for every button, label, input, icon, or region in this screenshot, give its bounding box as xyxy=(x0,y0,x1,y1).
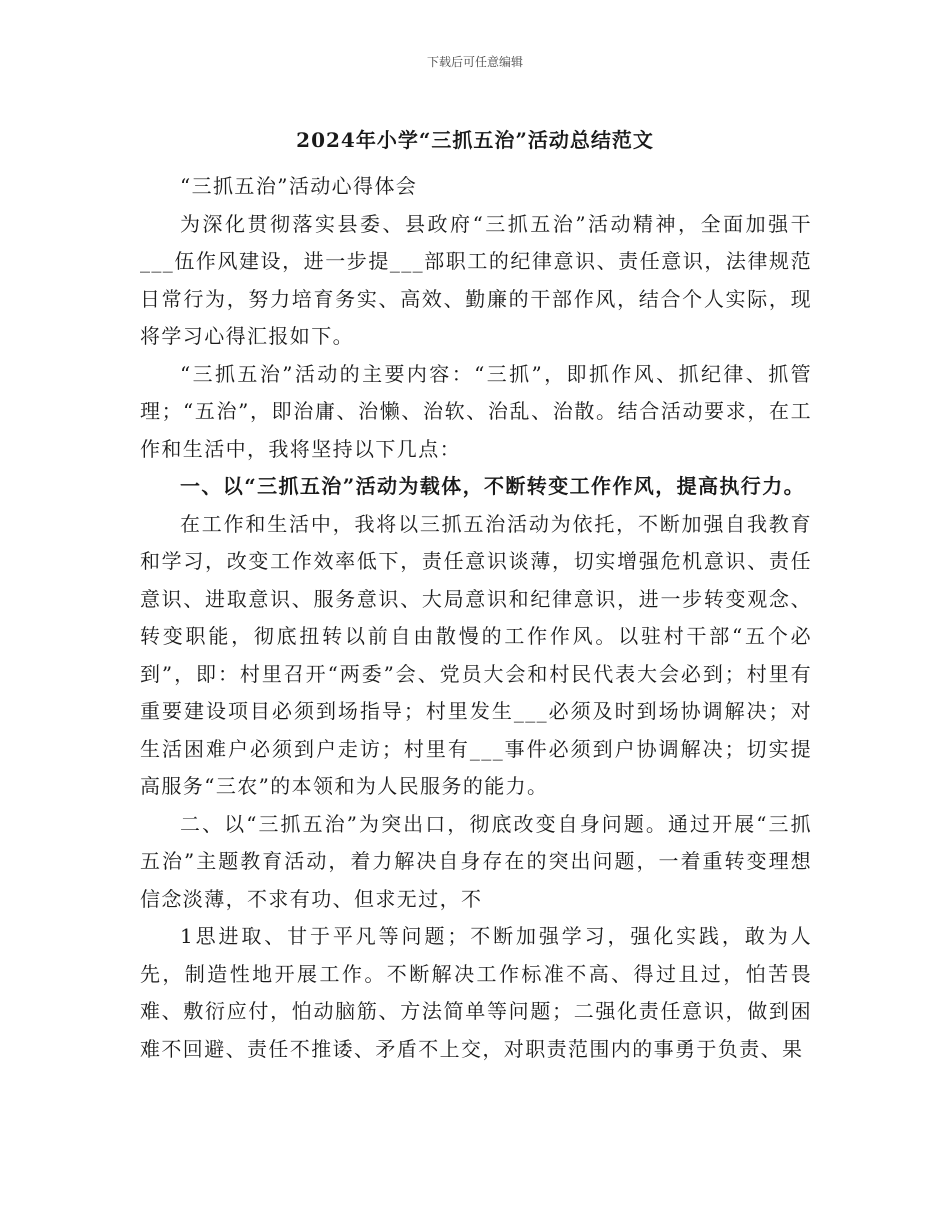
paragraph: 为深化贯彻落实县委、县政府“三抓五治”活动精神，全面加强干___伍作风建设，进一步提___部职工的纪律意识、责任意识，法律规范日常行为，努力培育务实、高效、勤廉的干部作风，结合个人实际，现将学习心得汇报如下。 xyxy=(140,211,812,348)
header-note: 下载后可任意编辑 xyxy=(426,55,523,69)
paragraph: 1思进取、甘于平凡等问题；不断加强学习，强化实践，敢为人先，制造性地开展工作。不断解决工作标准不高、得过且过，怕苦畏难、敷衍应付，怕动脑筋、方法简单等问题；二强化责任意识，做到困难不回避、责任不推诿、矛盾不上交，对职责范围内的事勇于负责、果 xyxy=(140,924,812,1061)
paragraph: 二、以“三抓五治”为突出口，彻底改变自身问题。通过开展“三抓五治”主题教育活动，着力解决自身存在的突出问题，一着重转变理想信念淡薄，不求有功、但求无过，不 xyxy=(140,811,812,911)
section-heading: 一、以“三抓五治”活动为载体，不断转变工作作风，提高执行力。 xyxy=(180,474,806,498)
paragraph: “三抓五治”活动的主要内容：“三抓”，即抓作风、抓纪律、抓管理；“五治”，即治庸、治懒、治软、治乱、治散。结合活动要求，在工作和生活中，我将坚持以下几点： xyxy=(140,361,812,461)
document-title: 2024年小学“三抓五治”活动总结范文 xyxy=(296,128,654,152)
paragraph-subtitle: “三抓五治”活动心得体会 xyxy=(180,174,418,198)
paragraph: 在工作和生活中，我将以三抓五治活动为依托，不断加强自我教育和学习，改变工作效率低下，责任意识谈薄，切实增强危机意识、责任意识、进取意识、服务意识、大局意识和纪律意识，进一步转变观念、转变职能，彻底扭转以前自由散慢的工作作风。以驻村干部“五个必到”，即：村里召开“两委”会、党员大会和村民代表大会必到；村里有重要建设项目必须到场指导；村里发生___必须及时到场协调解决；对生活困难户必须到户走访；村里有___事件必须到户协调解决；切实提高服务“三农”的本领和为人民服务的能力。 xyxy=(140,511,812,798)
document-body xyxy=(140,168,812,1068)
